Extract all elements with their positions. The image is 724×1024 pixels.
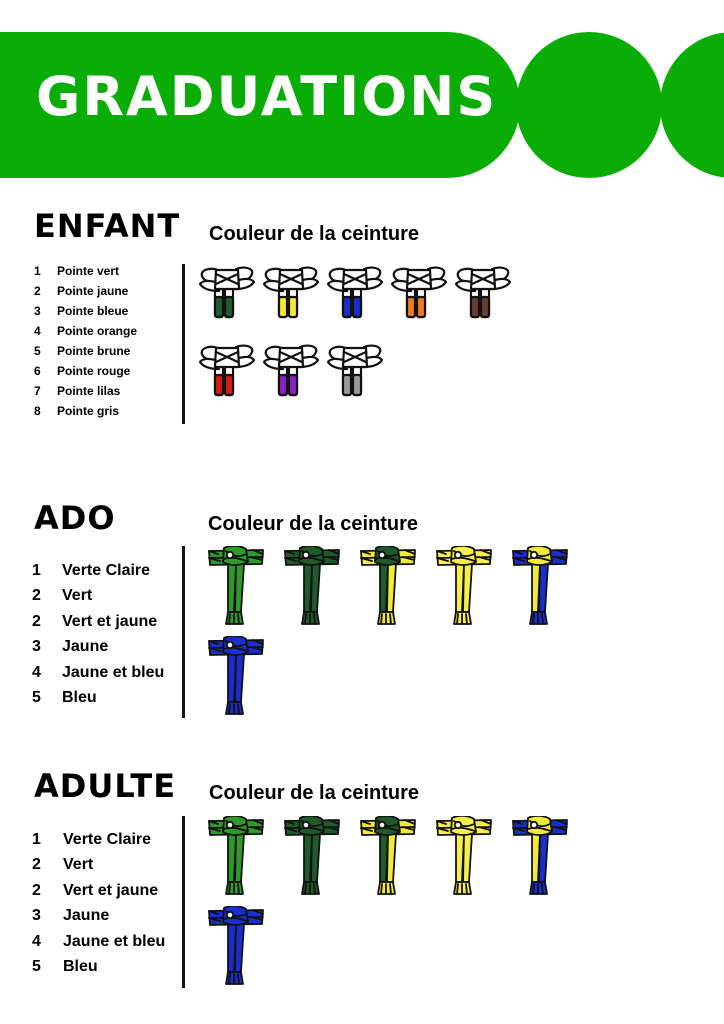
belt-color-heading: Couleur de la ceinture (209, 782, 420, 804)
grade-number: 1 (32, 831, 41, 848)
grade-number: 4 (32, 663, 41, 681)
grade-number: 6 (34, 364, 41, 378)
grade-number: 4 (32, 932, 41, 950)
belt-row-adulte (206, 816, 586, 898)
grade-label: Jaune (63, 907, 110, 925)
grade-number: 1 (32, 562, 41, 579)
white-belt-knot-icon (326, 264, 384, 322)
white-belt-knot-icon (390, 264, 448, 322)
grade-label: Jaune et bleu (63, 932, 166, 950)
tied-belt-icon (282, 816, 342, 898)
grade-label: Vert et jaune (63, 881, 159, 899)
banner-circle (660, 32, 724, 178)
grade-label: Verte Claire (62, 562, 151, 579)
white-belt-knot-icon (262, 342, 320, 400)
section-title-ado: ADO (34, 499, 116, 537)
grade-item (32, 907, 165, 932)
white-belt-knot-icon (198, 264, 256, 322)
grade-item (34, 344, 137, 364)
grade-label: Jaune (62, 638, 109, 656)
tied-belt-icon (434, 816, 494, 898)
banner-circle (516, 32, 662, 178)
belt-row-enfant (198, 264, 518, 322)
grade-item (32, 831, 165, 856)
divider (182, 816, 185, 988)
grade-item (32, 856, 165, 881)
grade-label: Pointe bleue (57, 304, 129, 318)
belt-row-adulte (206, 906, 282, 988)
section-title-enfant: ENFANT (34, 207, 181, 245)
grade-item (32, 613, 164, 638)
grade-item (32, 958, 165, 983)
divider (182, 264, 185, 424)
grade-list-enfant (34, 264, 137, 424)
grade-number: 5 (34, 344, 41, 358)
grade-label: Vert (63, 856, 94, 874)
grade-item (32, 664, 164, 689)
grade-number: 3 (34, 304, 41, 318)
grade-item (32, 882, 165, 907)
grade-item (32, 689, 164, 714)
grade-item (34, 364, 137, 384)
grade-item (34, 304, 137, 324)
grade-label: Jaune et bleu (62, 663, 165, 681)
grade-number: 7 (34, 384, 41, 398)
grade-number: 2 (32, 856, 41, 874)
grade-label: Pointe rouge (57, 364, 131, 378)
grade-item (34, 404, 137, 424)
tied-belt-icon (206, 906, 266, 988)
grade-number: 2 (32, 881, 41, 899)
grade-item (32, 933, 165, 958)
belt-row-ado (206, 636, 282, 718)
grade-label: Pointe orange (57, 324, 138, 338)
belt-row-enfant (198, 342, 390, 400)
grade-number: 2 (32, 612, 41, 630)
tied-belt-icon (510, 546, 570, 628)
grade-label: Verte Claire (63, 831, 152, 848)
grade-label: Pointe brune (57, 344, 131, 358)
divider (182, 546, 185, 718)
grade-label: Vert (62, 587, 93, 605)
grade-label: Pointe lilas (57, 384, 121, 398)
grade-item (34, 384, 137, 404)
grade-number: 5 (32, 957, 41, 975)
tied-belt-icon (282, 546, 342, 628)
grade-label: Pointe gris (57, 404, 120, 418)
grade-list-adulte (32, 831, 165, 983)
section-title-adulte: ADULTE (34, 767, 177, 805)
tied-belt-icon (206, 636, 266, 718)
grade-item (32, 587, 164, 612)
grade-item (34, 324, 137, 344)
white-belt-knot-icon (262, 264, 320, 322)
grade-number: 5 (32, 688, 41, 706)
white-belt-knot-icon (454, 264, 512, 322)
grade-number: 1 (34, 264, 41, 278)
grade-label: Bleu (63, 957, 98, 975)
white-belt-knot-icon (326, 342, 384, 400)
grade-list-ado (32, 562, 164, 714)
tied-belt-icon (206, 546, 266, 628)
grade-number: 8 (34, 404, 41, 418)
page-title: GRADUATIONS (36, 65, 498, 128)
tied-belt-icon (358, 816, 418, 898)
grade-item (34, 284, 137, 304)
grade-label: Pointe jaune (57, 284, 129, 298)
grade-number: 2 (34, 284, 41, 298)
grade-number: 3 (32, 907, 41, 925)
grade-item (34, 264, 137, 284)
grade-item (32, 562, 164, 587)
grade-label: Bleu (62, 688, 97, 706)
grade-number: 4 (34, 324, 41, 338)
tied-belt-icon (510, 816, 570, 898)
tied-belt-icon (358, 546, 418, 628)
grade-label: Pointe vert (57, 264, 120, 278)
belt-color-heading: Couleur de la ceinture (208, 513, 419, 535)
grade-item (32, 638, 164, 663)
white-belt-knot-icon (198, 342, 256, 400)
grade-label: Vert et jaune (62, 612, 158, 630)
grade-number: 2 (32, 587, 41, 605)
tied-belt-icon (434, 546, 494, 628)
grade-number: 3 (32, 638, 41, 656)
belt-row-ado (206, 546, 586, 628)
belt-color-heading: Couleur de la ceinture (209, 223, 420, 245)
tied-belt-icon (206, 816, 266, 898)
